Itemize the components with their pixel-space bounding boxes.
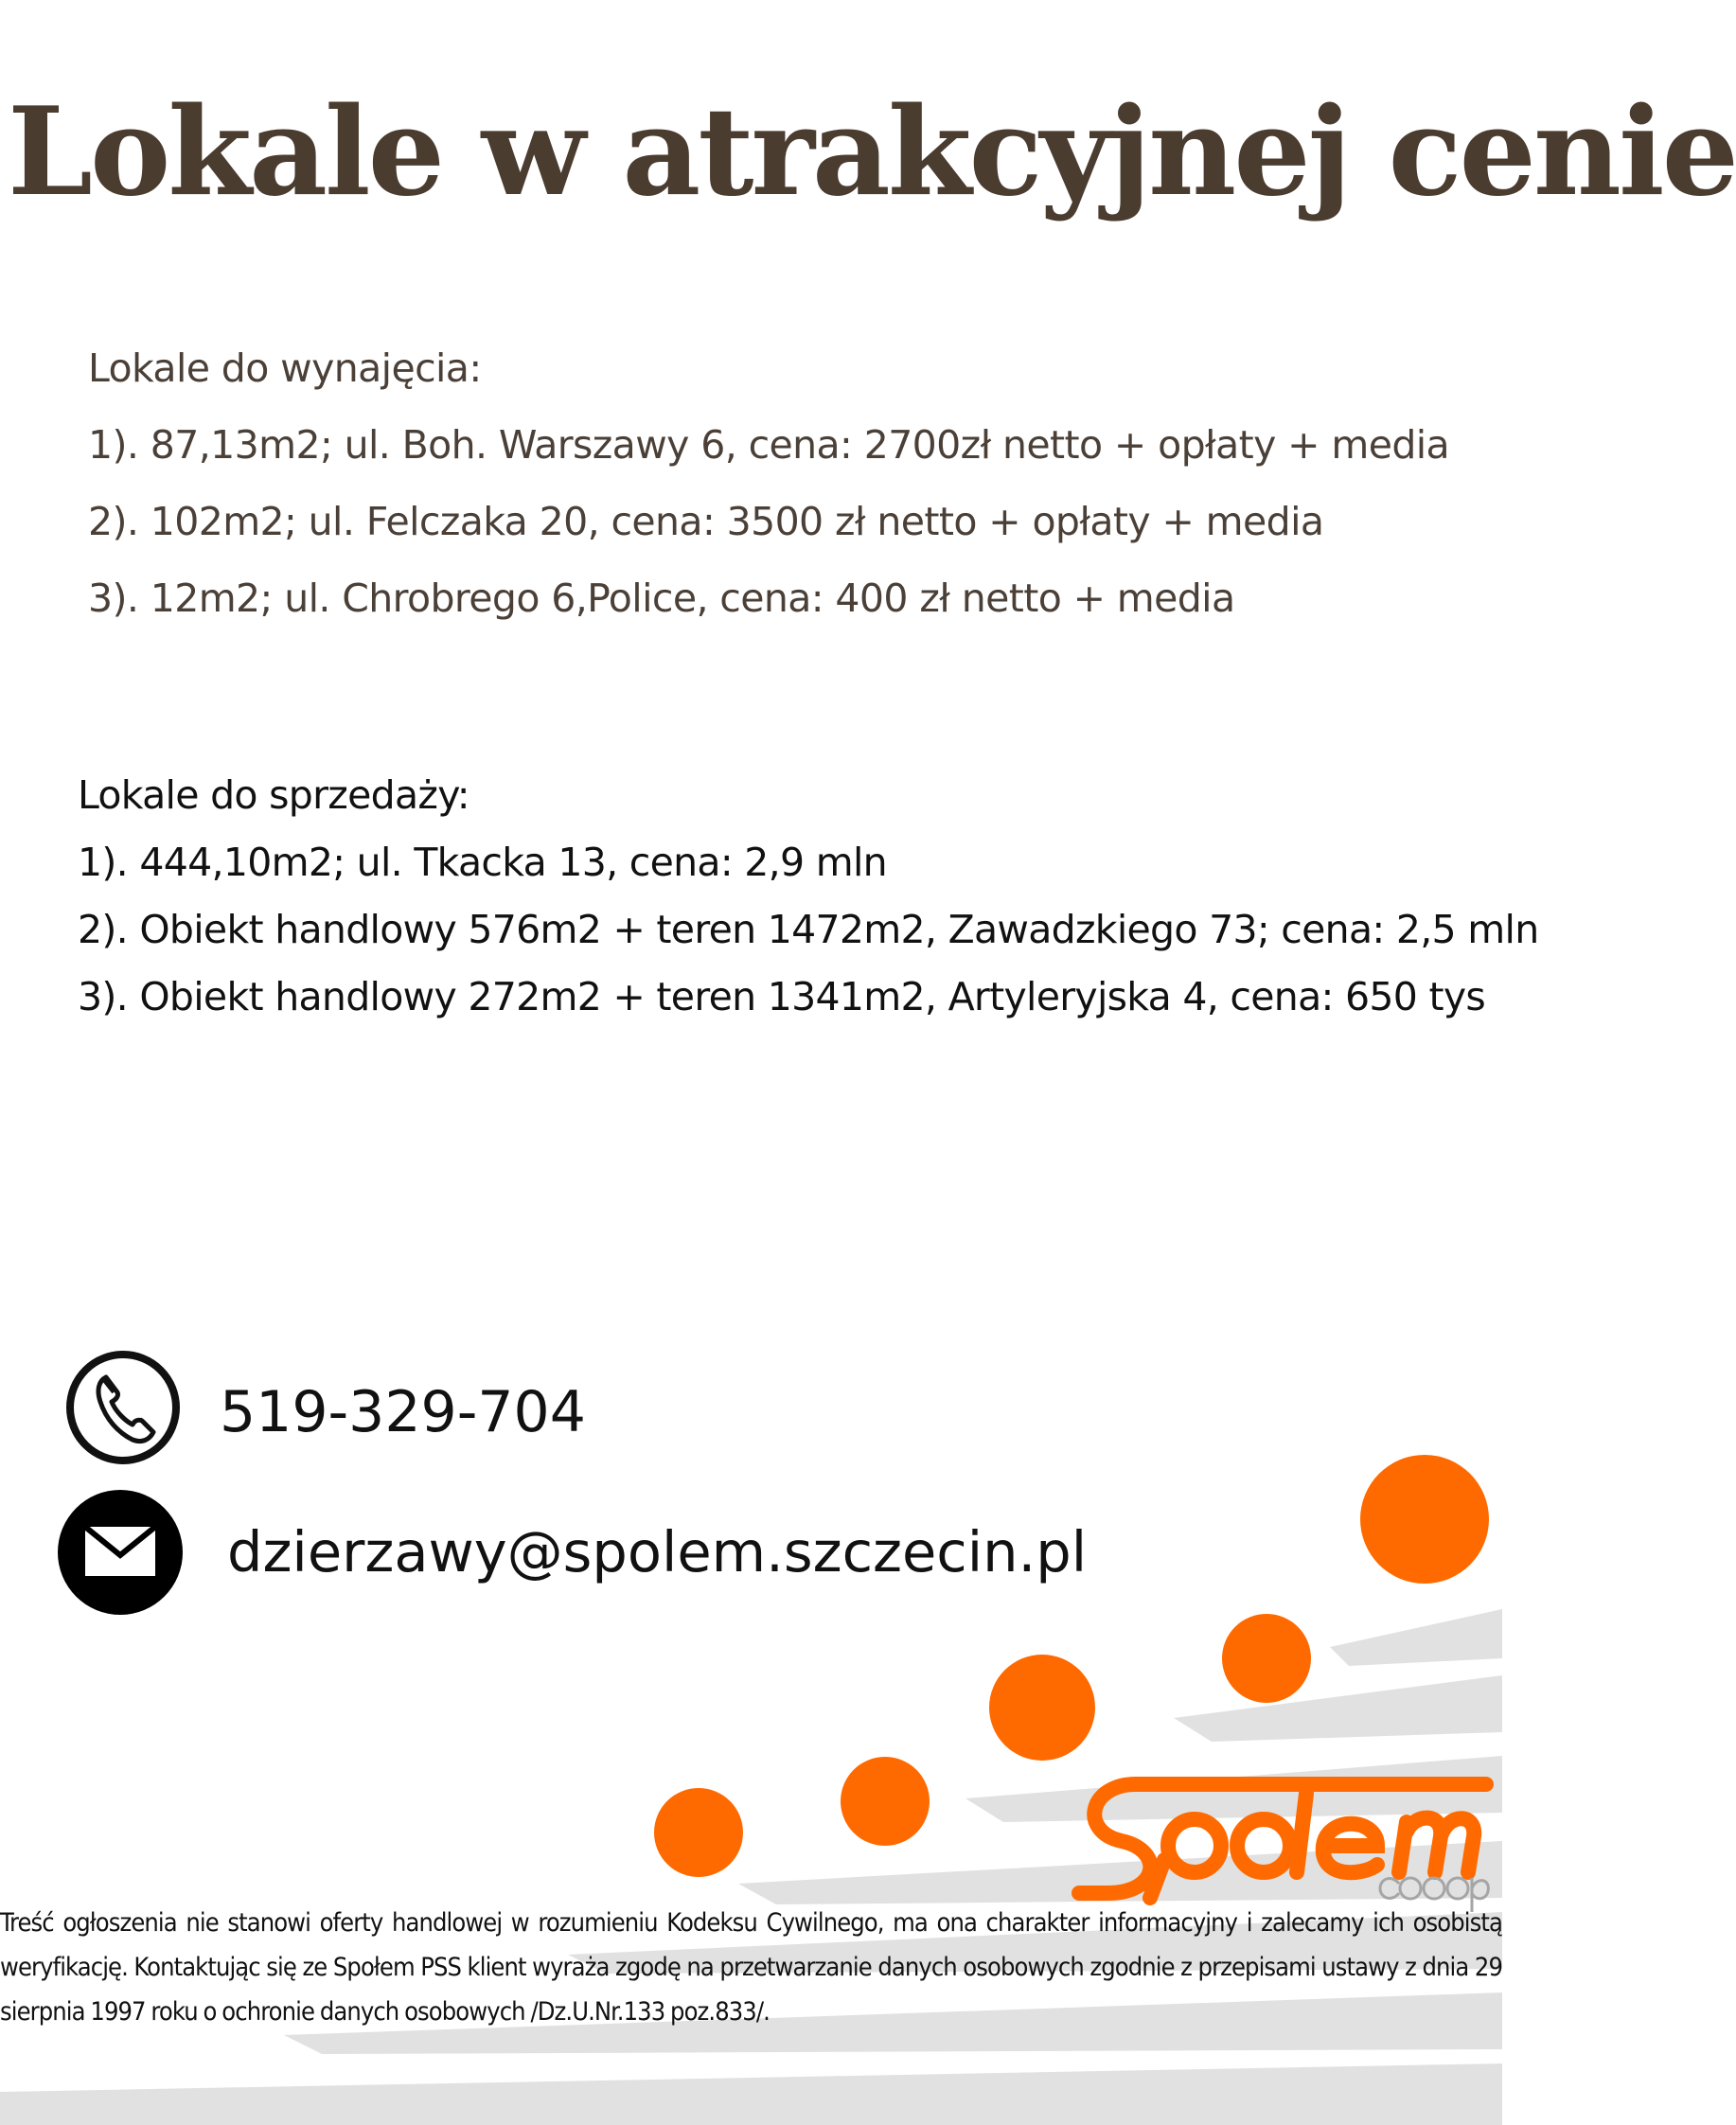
sale-item: 2). Obiekt handlowy 576m2 + teren 1472m2, Zawadzkiego 73; cena: 2,5 mln bbox=[78, 907, 1539, 952]
rent-section bbox=[88, 330, 1449, 637]
sale-heading: Lokale do sprzedaży: bbox=[78, 772, 469, 818]
orange-dot bbox=[654, 1788, 743, 1877]
disclaimer-text: Treść ogłoszenia nie stanowi oferty handlowej w rozumieniu Kodeksu Cywilnego, ma ona charakter informacyjny i zalecamy ich osobistą weryfikację. Kontaktując się ze Społem PSS klient wyraża zgodę na przetwarzanie danych osobowych zgodnie z przepisami ustawy z dnia 29 sierpnia 1997 roku o ochronie danych osobowych /Dz.U.Nr.133 poz.833/. bbox=[0, 1908, 1502, 2027]
phone-number[interactable]: 519-329-704 bbox=[220, 1379, 586, 1445]
orange-dot bbox=[989, 1655, 1095, 1761]
orange-dot bbox=[1360, 1455, 1489, 1584]
sale-item: 3). Obiekt handlowy 272m2 + teren 1341m2, Artyleryjska 4, cena: 650 tys bbox=[78, 974, 1486, 1019]
rent-item: 3). 12m2; ul. Chrobrego 6,Police, cena: 400 zł netto + media bbox=[88, 576, 1235, 621]
phone-icon bbox=[64, 1349, 182, 1466]
orange-dot bbox=[1222, 1614, 1311, 1703]
sale-item: 1). 444,10m2; ul. Tkacka 13, cena: 2,9 mln bbox=[78, 840, 887, 885]
email-address[interactable]: dzierzawy@spolem.szczecin.pl bbox=[227, 1519, 1088, 1585]
rent-item: 1). 87,13m2; ul. Boh. Warszawy 6, cena: 2700zł netto + opłaty + media bbox=[88, 422, 1450, 468]
envelope-icon bbox=[57, 1489, 184, 1616]
orange-dot bbox=[841, 1757, 930, 1846]
rent-item: 2). 102m2; ul. Felczaka 20, cena: 3500 zł netto + opłaty + media bbox=[88, 499, 1324, 544]
sale-section bbox=[78, 762, 1538, 1031]
disclaimer-box bbox=[0, 1901, 1502, 2034]
page-title: Lokale w atrakcyjnej cenie bbox=[8, 81, 1736, 223]
rent-heading: Lokale do wynajęcia: bbox=[88, 345, 482, 391]
